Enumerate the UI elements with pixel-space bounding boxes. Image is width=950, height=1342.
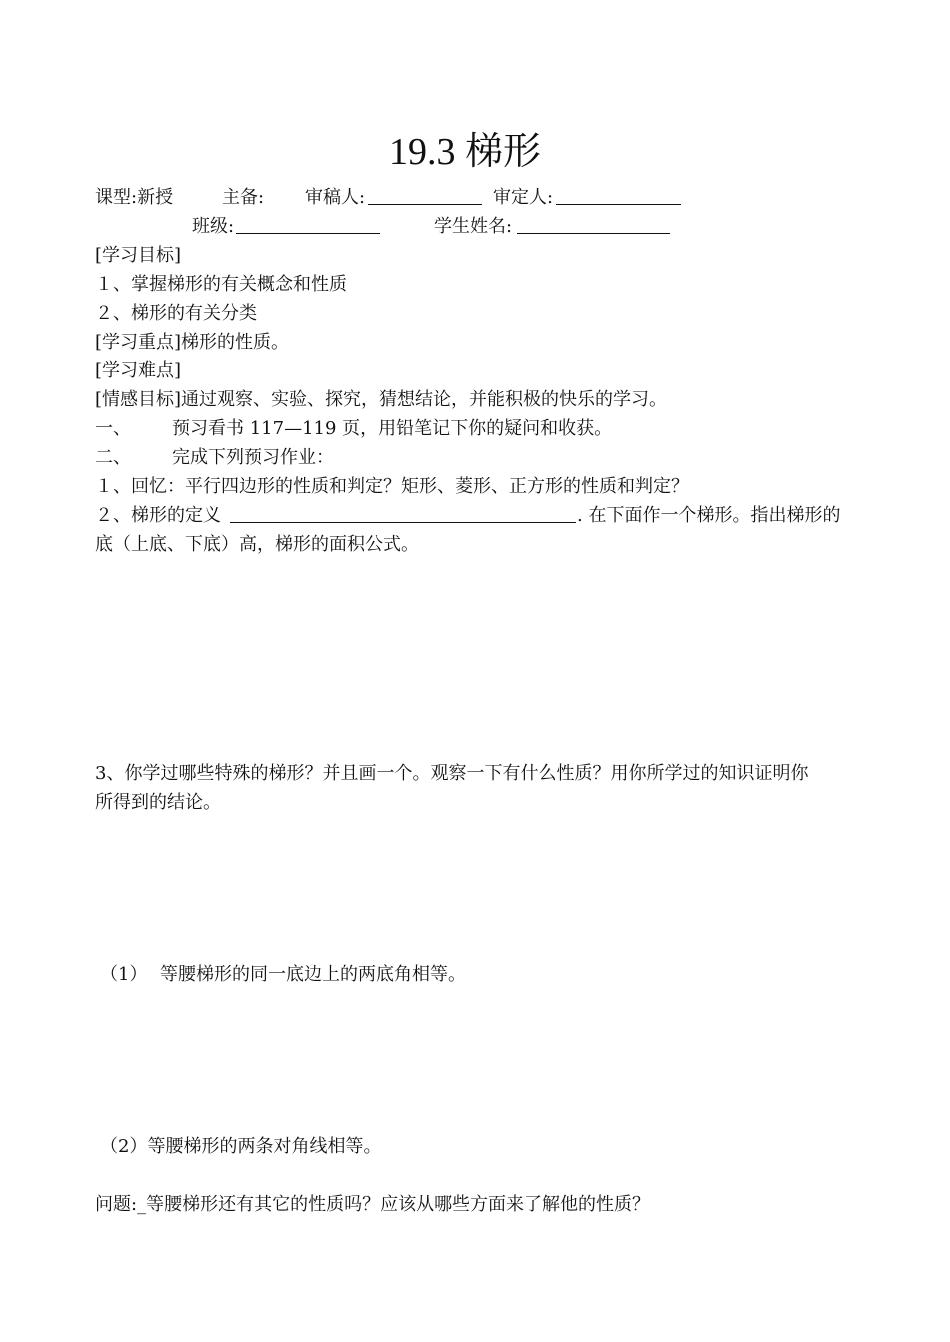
question-2-prefix: ２、梯形的定义 (95, 505, 221, 526)
reviewer-blank (368, 186, 482, 205)
definition-blank (230, 504, 576, 523)
question-1: １、回忆：平行四边形的性质和判定？矩形、菱形、正方形的性质和判定？ (95, 476, 689, 497)
class-blank (236, 215, 380, 234)
question-3-line2: 所得到的结论。 (95, 792, 221, 813)
task2-text: 完成下列预习作业： (172, 447, 334, 468)
goal-item: ２、梯形的有关分类 (95, 303, 257, 324)
student-name-blank (517, 215, 670, 234)
author-label: 主备: (222, 187, 265, 208)
further-question: 问题:_等腰梯形还有其它的性质吗？应该从哪些方面来了解他的性质？ (95, 1194, 651, 1215)
question-2-line2: 底（上底、下底）高，梯形的面积公式。 (95, 534, 419, 555)
goal-item: １、掌握梯形的有关概念和性质 (95, 274, 347, 295)
task1-number: 一、 (95, 418, 131, 439)
emotion-line: [情感目标]通过观察、实验、探究，猜想结论，并能积极的快乐的学习。 (95, 389, 668, 410)
reviewer-label: 审稿人: (305, 187, 366, 208)
difficulty-line: [学习难点] (95, 360, 182, 381)
goals-heading: [学习目标] (95, 245, 182, 266)
focus-line: [学习重点]梯形的性质。 (95, 332, 290, 353)
property-2: （2）等腰梯形的两条对角线相等。 (100, 1136, 382, 1157)
page-title: 19.3 梯形 (388, 131, 541, 173)
approver-blank (556, 186, 681, 205)
property-1-text: 等腰梯形的同一底边上的两底角相等。 (160, 964, 466, 985)
task2-number: 二、 (95, 447, 131, 468)
approver-label: 审定人: (493, 187, 554, 208)
question-2-suffix: . 在下面作一个梯形。指出梯形的 (577, 505, 841, 526)
student-name-label: 学生姓名: (434, 216, 513, 237)
property-1-number: （1） (100, 964, 148, 985)
lesson-type: 课型:新授 (95, 187, 174, 208)
question-3-line1: 3、你学过哪些特殊的梯形？并且画一个。观察一下有什么性质？用你所学过的知识证明你 (95, 763, 809, 784)
task1-text: 预习看书 117—119 页，用铅笔记下你的疑问和收获。 (172, 418, 613, 439)
class-label: 班级: (192, 216, 235, 237)
